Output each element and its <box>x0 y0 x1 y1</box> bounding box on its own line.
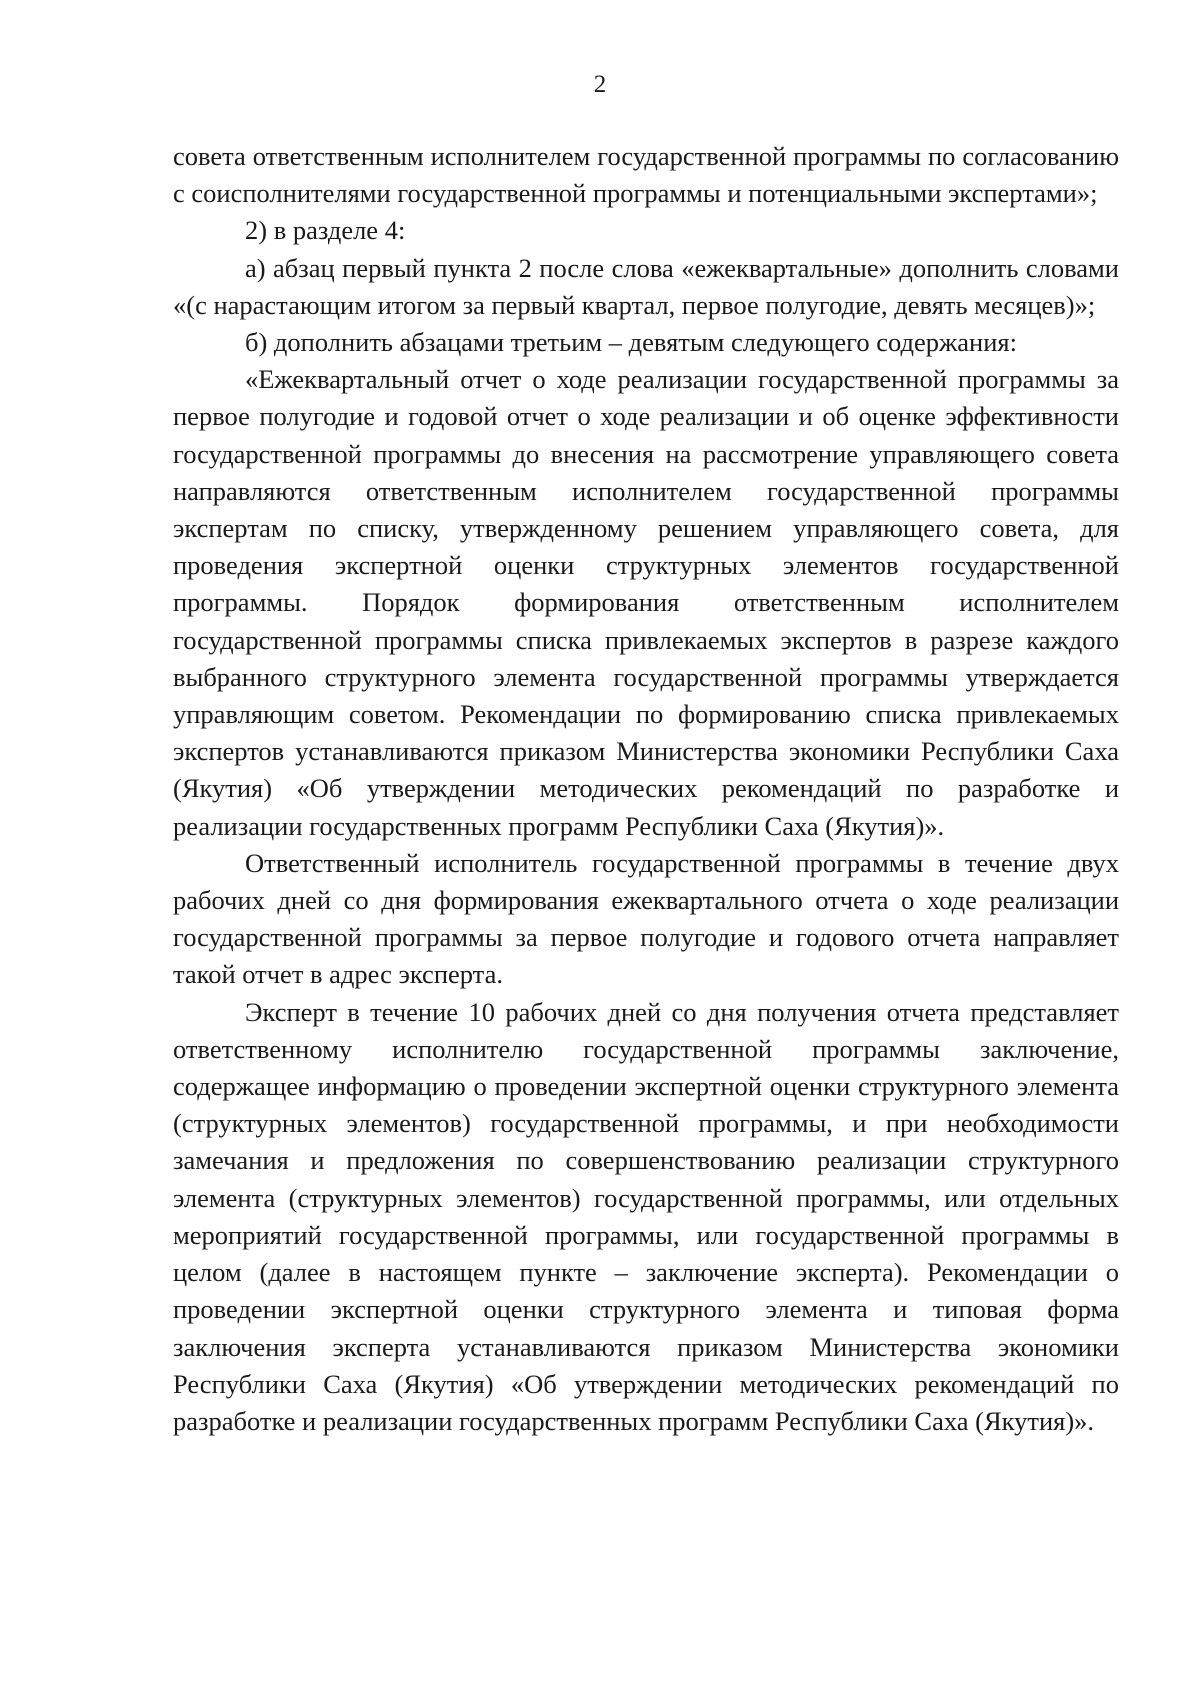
paragraph-quarterly-report: «Ежеквартальный отчет о ходе реализации государственной программы за первое полугодие и годовой отчет о ходе реализации и об оценке эффективности государственной программы до внесения на рассмотрение управляющего совета направляются ответственным исполнителем государственной программы экспертам по списку, утвержденному решением управляющего совета, для проведения экспертной оценки структурных элементов государственной программы. Порядок формирования ответственным исполнителем государственной программы списка привлекаемых экспертов в разрезе каждого выбранного структурного элемента государственной программы утверждается управляющим советом. Рекомендации по формированию списка привлекаемых экспертов устанавливаются приказом Министерства экономики Республики Саха (Якутия) «Об утверждении методических рекомендаций по разработке и реализации государственных программ Республики Саха (Якутия)». <box>173 364 1119 841</box>
paragraph-item-b: б) дополнить абзацами третьим – девятым следующего содержания: <box>245 327 1017 358</box>
paragraph-continuation: совета ответственным исполнителем государственной программы по согласованию с соисполнителями государственной программы и потенциальными экспертами»; <box>173 141 1119 209</box>
paragraph-item-a: а) абзац первый пункта 2 после слова «ежеквартальные» дополнить словами «(с нарастающим итогом за первый квартал, первое полугодие, девять месяцев)»; <box>173 252 1119 320</box>
page-number: 2 <box>593 71 607 98</box>
paragraph-responsible-executor: Ответственный исполнитель государственной программы в течение двух рабочих дней со дня формирования ежеквартального отчета о ходе реализации государственной программы за первое полугодие и годового отчета направляет такой отчет в адрес эксперта. <box>173 847 1119 990</box>
document-body <box>173 138 1119 1440</box>
paragraph-section-4: 2) в разделе 4: <box>245 215 406 246</box>
paragraph-expert-conclusion: Эксперт в течение 10 рабочих дней со дня получения отчета представляет ответственному исполнителю государственной программы заключение, содержащее информацию о проведении экспертной оценки структурного элемента (структурных элементов) государственной программы, и при необходимости замечания и предложения по совершенствованию реализации структурного элемента (структурных элементов) государственной программы, или отдельных мероприятий государственной программы, или государственной программы в целом (далее в настоящем пункте – заключение эксперта). Рекомендации о проведении экспертной оценки структурного элемента и типовая форма заключения эксперта устанавливаются приказом Министерства экономики Республики Саха (Якутия) «Об утверждении методических рекомендаций по разработке и реализации государственных программ Республики Саха (Якутия)». <box>173 996 1119 1436</box>
